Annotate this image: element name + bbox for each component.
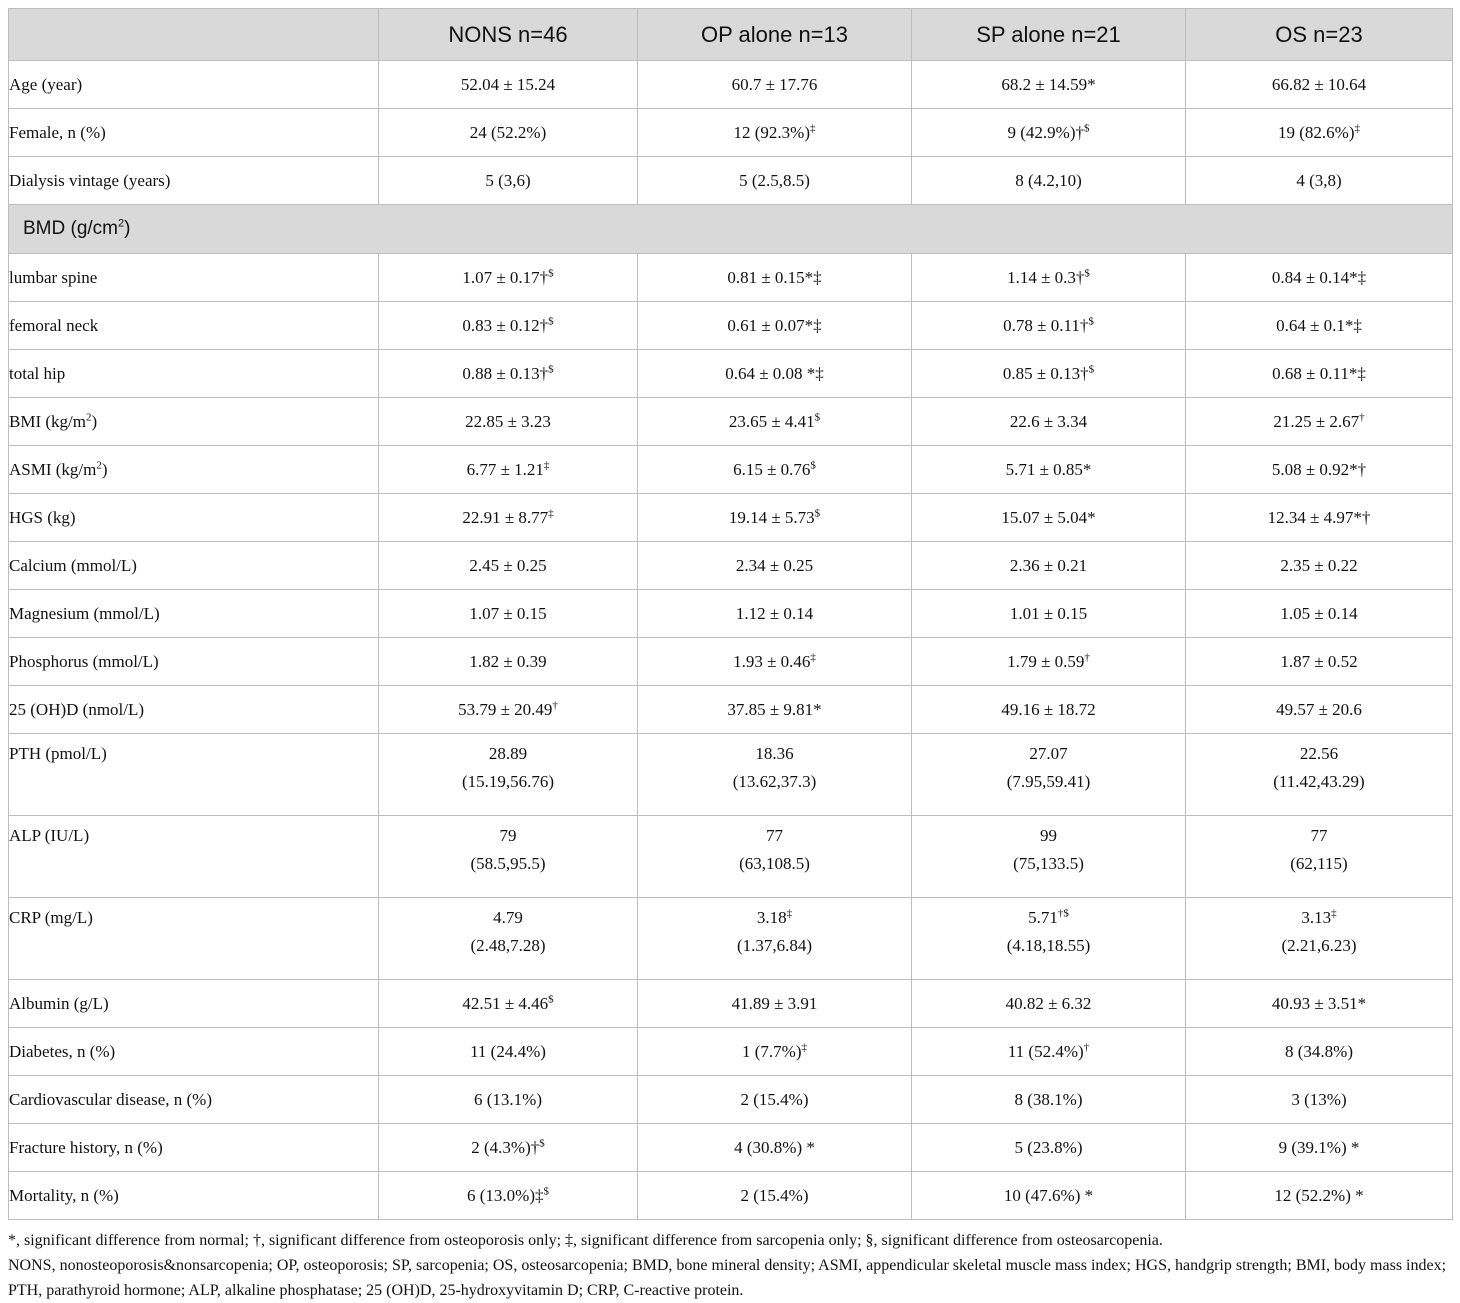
footnote-significance: *, significant difference from normal; †, significant difference from osteoporosis only; ‡, significant difference from sarcopenia only; §, significant difference from osteosarcopenia. [8, 1232, 1163, 1249]
table-row [9, 980, 1453, 1028]
cell-superscript: ‡ [809, 121, 816, 134]
row-label: ALP (IU/L) [9, 826, 90, 845]
cell-superscript: ‡ [786, 907, 793, 920]
cell-superscript: ‡ [801, 1040, 807, 1053]
cell-value: 1.79 ± 0.59 [1007, 651, 1085, 671]
cell-value: 2 (15.4%) [740, 1089, 809, 1109]
value-cell [638, 1124, 912, 1172]
value-cell [912, 254, 1186, 302]
cell-superscript: $ [814, 506, 821, 519]
cell-value: 6.77 ± 1.21 [466, 459, 544, 479]
cell-superscript: ‡ [543, 458, 550, 471]
row-label-cell [9, 302, 379, 350]
value-cell [638, 494, 912, 542]
cell-superscript: $ [1083, 121, 1090, 134]
row-label: Dialysis vintage (years) [9, 170, 171, 190]
value-cell [638, 302, 912, 350]
cell-value: 2.34 ± 0.25 [735, 555, 814, 575]
cell-value: 1.07 ± 0.15 [469, 603, 547, 623]
table-row [9, 494, 1453, 542]
value-cell [379, 1076, 638, 1124]
cell-value: 0.81 ± 0.15*‡ [727, 267, 822, 287]
cell-value: 1.01 ± 0.15 [1009, 603, 1088, 623]
value-cell [379, 61, 638, 109]
cell-value: 15.07 ± 5.04* [1001, 507, 1096, 527]
value-cell [1186, 302, 1453, 350]
value-cell [638, 816, 912, 898]
cell-value: 9 (39.1%) * [1278, 1137, 1360, 1157]
value-cell [379, 816, 638, 898]
cell-value: 2 (15.4%) [740, 1185, 809, 1205]
table-row [9, 542, 1453, 590]
value-cell [1186, 446, 1453, 494]
cell-value: 21.25 ± 2.67 [1273, 411, 1360, 431]
value-cell [1186, 686, 1453, 734]
row-label: lumbar spine [9, 267, 98, 287]
cell-range: (13.62,37.3) [732, 772, 817, 791]
cell-value: 19.14 ± 5.73 [728, 507, 815, 527]
row-label: BMI (kg/m [9, 411, 86, 431]
cell-value: 6 (13.1%) [474, 1089, 542, 1109]
row-label-cell [9, 398, 379, 446]
cell-range: (2.48,7.28) [470, 936, 546, 955]
value-cell [1186, 61, 1453, 109]
cell-value: 0.64 ± 0.1*‡ [1276, 315, 1362, 335]
cell-superscript: $ [548, 362, 554, 375]
value-cell [1186, 638, 1453, 686]
cell-value: 6 (13.0%)‡ [467, 1185, 544, 1205]
table-container [8, 8, 1452, 1303]
value-cell [638, 398, 912, 446]
value-cell [638, 638, 912, 686]
value-cell [379, 398, 638, 446]
value-cell [379, 350, 638, 398]
row-label-cell [9, 254, 379, 302]
value-cell [912, 590, 1186, 638]
table-row [9, 638, 1453, 686]
value-cell [1186, 816, 1453, 898]
cell-superscript: ‡ [1331, 907, 1337, 920]
value-cell [638, 734, 912, 816]
row-label-cell [9, 350, 379, 398]
cell-value: 99 [1040, 826, 1057, 845]
cell-value: 0.64 ± 0.08 *‡ [725, 363, 824, 383]
cell-value: 5.71 [1028, 908, 1058, 927]
value-cell [912, 1124, 1186, 1172]
section-label-text: BMD (g/cm [23, 218, 118, 239]
row-label: Albumin (g/L) [9, 993, 109, 1013]
cell-value: 4 (30.8%) * [734, 1137, 815, 1157]
value-cell [638, 686, 912, 734]
value-cell [379, 686, 638, 734]
value-cell [1186, 398, 1453, 446]
value-cell [1186, 254, 1453, 302]
cell-value: 40.82 ± 6.32 [1005, 993, 1092, 1013]
table-row [9, 398, 1453, 446]
table-row [9, 109, 1453, 157]
row-label-cell [9, 1028, 379, 1076]
value-cell [1186, 590, 1453, 638]
table-row [9, 1028, 1453, 1076]
cell-value: 0.68 ± 0.11*‡ [1272, 363, 1366, 383]
table-row [9, 157, 1453, 205]
cell-range: (58.5,95.5) [470, 854, 546, 873]
cell-superscript: $ [1084, 266, 1090, 279]
value-cell [912, 898, 1186, 980]
cell-value: 11 (52.4%) [1007, 1041, 1084, 1061]
value-cell [379, 494, 638, 542]
value-cell [638, 1028, 912, 1076]
cell-value: 42.51 ± 4.46 [462, 993, 549, 1013]
row-label-cell [9, 638, 379, 686]
value-cell [1186, 1076, 1453, 1124]
cell-value: 49.16 ± 18.72 [1001, 699, 1096, 719]
cell-value: 77 [1310, 826, 1328, 845]
cell-value: 66.82 ± 10.64 [1271, 74, 1367, 94]
cell-range: (62,115) [1290, 854, 1348, 873]
row-label-sup: 2 [96, 458, 102, 471]
cell-superscript: ‡ [548, 506, 554, 519]
cell-value: 40.93 ± 3.51* [1271, 993, 1367, 1013]
cell-value: 12.34 ± 4.97*† [1267, 507, 1371, 527]
header-cell-op: OP alone n=13 [638, 9, 912, 61]
cell-value: 4.79 [493, 908, 523, 927]
cell-value: 53.79 ± 20.49 [458, 699, 553, 719]
value-cell [912, 302, 1186, 350]
footnote-abbreviations: NONS, nonosteoporosis&nonsarcopenia; OP, osteoporosis; SP, sarcopenia; OS, osteosarcopenia; BMD, bone mineral density; ASMI, appendicular skeletal muscle mass index; HGS, handgrip strength; BMI, body mass index; PTH, parathyroid hormone; ALP, alkaline phosphatase; 25 (OH)D, 25-hydroxyvitamin D; CRP, C-reactive protein. [8, 1257, 1447, 1299]
cell-superscript: †$ [1057, 907, 1069, 920]
value-cell [379, 1124, 638, 1172]
cell-value: 0.85 ± 0.13† [1002, 363, 1089, 383]
table-row [9, 302, 1453, 350]
cell-value: 18.36 [755, 744, 794, 763]
table-row [9, 898, 1453, 980]
cell-superscript: $ [1088, 314, 1094, 327]
cell-value: 49.57 ± 20.6 [1276, 699, 1362, 719]
row-label-cell [9, 109, 379, 157]
cell-value: 5 (3,6) [485, 170, 531, 190]
cell-value: 1.82 ± 0.39 [469, 651, 547, 671]
value-cell [638, 980, 912, 1028]
row-label-cell [9, 157, 379, 205]
value-cell [379, 446, 638, 494]
cell-range: (15.19,56.76) [461, 772, 555, 791]
value-cell [1186, 1172, 1453, 1220]
cell-value: 3 (13%) [1291, 1089, 1347, 1109]
cell-value: 1.12 ± 0.14 [735, 603, 814, 623]
value-cell [912, 686, 1186, 734]
cell-value: 41.89 ± 3.91 [731, 993, 818, 1013]
value-cell [1186, 157, 1453, 205]
cell-value: 22.91 ± 8.77 [462, 507, 549, 527]
value-cell [912, 816, 1186, 898]
cell-value: 1.05 ± 0.14 [1280, 603, 1358, 623]
row-label-cell [9, 980, 379, 1028]
row-label-cell [9, 590, 379, 638]
row-label-cell [9, 1076, 379, 1124]
cell-value: 19 (82.6%) [1278, 122, 1355, 142]
value-cell [1186, 494, 1453, 542]
cell-value: 0.88 ± 0.13† [462, 363, 549, 383]
cell-range: (4.18,18.55) [1006, 936, 1091, 955]
value-cell [379, 590, 638, 638]
cell-value: 8 (34.8%) [1285, 1041, 1353, 1061]
cell-value: 9 (42.9%)† [1007, 122, 1084, 142]
footnotes [8, 1228, 1452, 1303]
value-cell [638, 157, 912, 205]
table-row [9, 446, 1453, 494]
row-label-close: ) [101, 459, 108, 479]
table-body-top [9, 61, 1453, 205]
row-label-cell [9, 898, 379, 980]
cell-value: 79 [499, 826, 517, 845]
row-label-cell [9, 446, 379, 494]
row-label: HGS (kg) [9, 507, 76, 527]
cell-value: 8 (4.2,10) [1015, 170, 1082, 190]
row-label-cell [9, 1124, 379, 1172]
header-cell-os: OS n=23 [1186, 9, 1453, 61]
section-label-close: ) [124, 218, 131, 239]
value-cell [1186, 734, 1453, 816]
cell-superscript: ‡ [1354, 121, 1360, 134]
value-cell [912, 980, 1186, 1028]
cell-value: 0.84 ± 0.14*‡ [1271, 267, 1367, 287]
cell-value: 60.7 ± 17.76 [731, 74, 818, 94]
cell-value: 2.45 ± 0.25 [469, 555, 547, 575]
row-label-cell [9, 494, 379, 542]
value-cell [1186, 980, 1453, 1028]
row-label: Diabetes, n (%) [9, 1041, 116, 1061]
row-label-cell [9, 542, 379, 590]
cell-range: (63,108.5) [739, 854, 810, 873]
header-row [9, 9, 1453, 61]
value-cell [379, 638, 638, 686]
cell-superscript: $ [548, 266, 554, 279]
table-body-bmd [9, 254, 1453, 1220]
cell-superscript: ‡ [810, 650, 816, 663]
cell-value: 22.56 [1299, 744, 1339, 763]
cell-superscript: $ [543, 1184, 549, 1197]
cell-value: 5.71 ± 0.85* [1005, 459, 1092, 479]
value-cell [379, 254, 638, 302]
cell-value: 52.04 ± 15.24 [460, 74, 556, 94]
row-label-cell [9, 1172, 379, 1220]
cell-value: 22.85 ± 3.23 [465, 411, 551, 431]
cell-value: 23.65 ± 4.41 [728, 411, 815, 431]
value-cell [1186, 350, 1453, 398]
header-cell-sp: SP alone n=21 [912, 9, 1186, 61]
cell-value: 6.15 ± 0.76 [733, 459, 811, 479]
value-cell [912, 638, 1186, 686]
cell-value: 3.18 [756, 908, 787, 927]
value-cell [638, 350, 912, 398]
row-label: total hip [9, 363, 66, 383]
value-cell [912, 1172, 1186, 1220]
data-table [8, 8, 1453, 1220]
value-cell [912, 542, 1186, 590]
table-row [9, 350, 1453, 398]
row-label-cell [9, 734, 379, 816]
row-label: PTH (pmol/L) [9, 744, 107, 763]
value-cell [379, 302, 638, 350]
cell-value: 1.14 ± 0.3† [1007, 267, 1085, 287]
value-cell [638, 1076, 912, 1124]
value-cell [912, 109, 1186, 157]
section-label [9, 205, 1453, 254]
section-label-sup: 2 [118, 217, 125, 230]
cell-value: 12 (92.3%) [733, 122, 810, 142]
value-cell [1186, 1124, 1453, 1172]
cell-value: 0.61 ± 0.07*‡ [727, 315, 822, 335]
row-label: femoral neck [9, 315, 99, 335]
cell-value: 24 (52.2%) [469, 122, 547, 142]
row-label: ASMI (kg/m [9, 459, 97, 479]
cell-range: (2.21,6.23) [1281, 936, 1357, 955]
value-cell [638, 542, 912, 590]
cell-superscript: $ [814, 410, 821, 423]
cell-value: 37.85 ± 9.81* [727, 699, 822, 719]
row-label-cell [9, 686, 379, 734]
value-cell [912, 446, 1186, 494]
table-row [9, 1124, 1453, 1172]
cell-value: 2 (4.3%)† [471, 1137, 540, 1157]
cell-value: 68.2 ± 14.59* [1001, 74, 1096, 94]
value-cell [912, 157, 1186, 205]
cell-value: 5.08 ± 0.92*† [1271, 459, 1367, 479]
value-cell [912, 494, 1186, 542]
cell-value: 8 (38.1%) [1014, 1089, 1083, 1109]
value-cell [912, 350, 1186, 398]
cell-superscript: $ [1088, 362, 1095, 375]
row-label: Cardiovascular disease, n (%) [9, 1089, 212, 1109]
value-cell [638, 61, 912, 109]
cell-value: 1.07 ± 0.17† [462, 267, 549, 287]
value-cell [912, 1028, 1186, 1076]
value-cell [912, 734, 1186, 816]
table-row [9, 686, 1453, 734]
value-cell [912, 398, 1186, 446]
cell-value: 2.36 ± 0.21 [1009, 555, 1088, 575]
cell-superscript: † [1084, 650, 1090, 663]
cell-value: 28.89 [488, 744, 528, 763]
value-cell [638, 1172, 912, 1220]
row-label: Calcium (mmol/L) [9, 555, 137, 575]
value-cell [379, 898, 638, 980]
cell-range: (1.37,6.84) [736, 936, 813, 955]
row-label-sup: 2 [85, 410, 92, 423]
cell-superscript: $ [810, 458, 816, 471]
cell-value: 1 (7.7%) [742, 1041, 802, 1061]
cell-superscript: $ [539, 1136, 545, 1149]
cell-value: 5 (23.8%) [1014, 1137, 1083, 1157]
cell-range: (7.95,59.41) [1006, 772, 1091, 791]
value-cell [1186, 109, 1453, 157]
table-row [9, 1076, 1453, 1124]
section-row-bmd [9, 205, 1453, 254]
cell-range: (11.42,43.29) [1273, 772, 1365, 791]
value-cell [912, 1076, 1186, 1124]
cell-superscript: † [1359, 410, 1365, 423]
cell-value: 2.35 ± 0.22 [1280, 555, 1358, 575]
cell-superscript: $ [548, 314, 554, 327]
row-label: CRP (mg/L) [9, 908, 93, 927]
row-label: 25 (OH)D (nmol/L) [9, 699, 145, 719]
value-cell [379, 1172, 638, 1220]
cell-value: 22.6 ± 3.34 [1009, 411, 1088, 431]
cell-value: 3.13 [1301, 908, 1332, 927]
value-cell [638, 446, 912, 494]
value-cell [638, 590, 912, 638]
row-label-close: ) [91, 411, 98, 431]
cell-superscript: $ [548, 992, 554, 1005]
cell-range: (75,133.5) [1013, 854, 1084, 873]
value-cell [1186, 1028, 1453, 1076]
value-cell [379, 1028, 638, 1076]
cell-value: 0.83 ± 0.12† [462, 315, 549, 335]
row-label: Female, n (%) [9, 122, 106, 142]
value-cell [1186, 898, 1453, 980]
value-cell [379, 109, 638, 157]
value-cell [638, 898, 912, 980]
row-label-cell [9, 61, 379, 109]
value-cell [912, 61, 1186, 109]
table-row [9, 1172, 1453, 1220]
table-row [9, 734, 1453, 816]
cell-superscript: † [1083, 1040, 1090, 1053]
row-label: Phosphorus (mmol/L) [9, 651, 159, 671]
cell-value: 4 (3,8) [1296, 170, 1342, 190]
cell-value: 12 (52.2%) * [1274, 1185, 1364, 1205]
cell-value: 77 [766, 826, 783, 845]
header-cell-nons: NONS n=46 [379, 9, 638, 61]
section-bmd [9, 205, 1453, 254]
value-cell [638, 254, 912, 302]
value-cell [638, 109, 912, 157]
cell-value: 1.93 ± 0.46 [733, 651, 811, 671]
cell-superscript: † [552, 698, 558, 711]
cell-value: 10 (47.6%) * [1003, 1185, 1094, 1205]
cell-value: 11 (24.4%) [470, 1041, 546, 1061]
cell-value: 5 (2.5,8.5) [739, 170, 810, 190]
cell-value: 1.87 ± 0.52 [1280, 651, 1358, 671]
table-row [9, 61, 1453, 109]
cell-value: 0.78 ± 0.11† [1003, 315, 1089, 335]
row-label: Magnesium (mmol/L) [9, 603, 160, 623]
value-cell [379, 157, 638, 205]
row-label: Age (year) [9, 74, 83, 94]
row-label: Mortality, n (%) [9, 1185, 119, 1205]
header-cell-blank [9, 9, 379, 61]
table-row [9, 816, 1453, 898]
value-cell [379, 980, 638, 1028]
row-label-cell [9, 816, 379, 898]
row-label: Fracture history, n (%) [9, 1137, 163, 1157]
value-cell [379, 734, 638, 816]
value-cell [1186, 542, 1453, 590]
table-row [9, 254, 1453, 302]
table-row [9, 590, 1453, 638]
cell-value: 27.07 [1029, 744, 1068, 763]
value-cell [379, 542, 638, 590]
